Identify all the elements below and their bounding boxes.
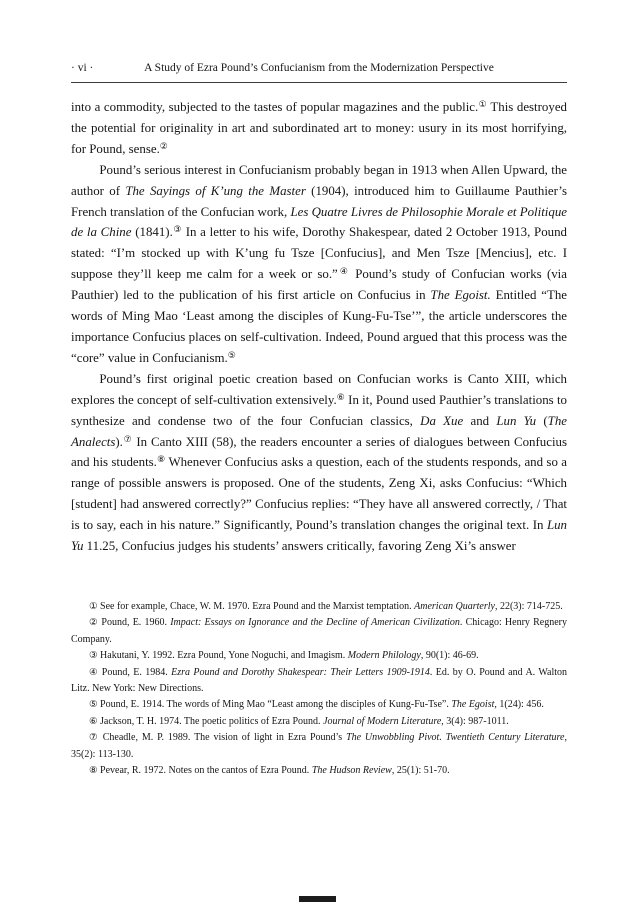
page-number: · vi ·	[71, 62, 94, 74]
footnote-item	[71, 599, 567, 615]
text-segment: In a letter to his wife, Dorothy Shakespear, dated 2 October 1913, Pound stated: “I’m stocked up with K’ung fu Tsze [Confucius], and Men Tsze [Mencius], etc. I suppose they’ll keep me calm for a week or so.”	[71, 225, 568, 282]
text-segment: Jackson, T. H. 1974. The poetic politics of Ezra Pound.	[97, 715, 324, 727]
text-segment: (1904), introduced him to Guillaume Pauthier’s French translation of the Confucian work,	[71, 183, 567, 219]
text-segment: ).	[115, 434, 123, 449]
header-rule	[71, 82, 567, 83]
text-segment: Les Quatre Livres de Philosophie Morale et Politique de la Chine	[71, 204, 567, 240]
text-segment: This destroyed the potential for originality in art and subordinated art to money: usury in its most horrifying, for Pound, sense.	[71, 100, 567, 156]
text-segment: , 90(1): 46-69.	[420, 650, 479, 662]
scan-artifact	[299, 896, 336, 902]
text-segment: and	[463, 413, 497, 428]
text-segment: Pound’s serious interest in Confucianism probably began in 1913 when Allen Upward, the author of	[71, 162, 567, 198]
text-segment: (1841).	[131, 225, 173, 240]
text-segment: . Chicago: Henry Regnery Company.	[71, 617, 567, 645]
text-segment: Journal of Modern Literature	[323, 715, 442, 727]
text-segment: Modern Philology	[347, 650, 421, 662]
text-segment: The Unwobbling Pivot. Twentieth Century Literature	[346, 732, 565, 744]
text-segment: The Hudson Review	[311, 765, 392, 776]
footnote-marker: ③	[172, 225, 182, 236]
footnote-item	[71, 730, 567, 763]
text-segment: 11.25, Confucius judges his students’ answers critically, favoring Zeng Xi’s answer	[83, 539, 516, 554]
page-header	[71, 60, 567, 77]
footnote-marker: ②	[159, 141, 168, 152]
footnote-marker: ⑧	[156, 455, 166, 466]
text-segment: The Analects	[71, 413, 568, 449]
footnote-marker: ⑤	[227, 350, 236, 361]
footnote-item	[71, 648, 567, 664]
text-segment: , 35(2): 113-130.	[71, 732, 567, 760]
paragraph	[71, 369, 567, 557]
text-segment: American Quarterly	[414, 600, 495, 612]
footnote-number: ⑧	[89, 765, 98, 776]
text-segment: In it, Pound used Pauthier’s translations to synthesize and condense two of the four Confucian classics,	[71, 392, 567, 428]
footnote-item	[71, 714, 567, 730]
text-segment: Pound, E. 1914. The words of Ming Mao “Least among the disciples of Kung-Fu-Tse”.	[97, 699, 452, 711]
footnote-item	[71, 665, 567, 698]
text-segment: The Egoist	[451, 699, 495, 711]
text-segment: In Canto XIII (58), the readers encounter a series of dialogues between Confucius and his students.	[71, 434, 567, 470]
text-segment: Impact: Essays on Ignorance and the Decline of American Civilization	[170, 617, 460, 629]
text-segment: , 1(24): 456.	[494, 699, 544, 711]
footnote-number: ①	[89, 600, 98, 612]
footnote-item	[71, 763, 567, 779]
text-segment: , 3(4): 987-1011.	[441, 715, 509, 727]
footnote-marker: ⑦	[122, 434, 133, 445]
footnote-item	[71, 615, 567, 648]
text-segment: Cheadle, M. P. 1989. The vision of light in Ezra Pound’s	[98, 732, 347, 744]
footnote-item	[71, 697, 567, 713]
paragraph	[71, 97, 567, 160]
text-segment: The Egoist.	[430, 288, 491, 303]
text-segment: into a commodity, subjected to the tastes of popular magazines and the public.	[71, 100, 479, 114]
footnote-number: ⑤	[89, 699, 98, 711]
body-text	[71, 97, 567, 557]
text-segment: Pound’s study of Confucian works (via Pauthier) led to the publication of his first article on Confucius in	[71, 267, 567, 303]
text-segment: Pound, E. 1960.	[98, 617, 171, 629]
footnote-number: ⑥	[89, 715, 98, 727]
text-segment: , 22(3): 714-725.	[494, 600, 563, 612]
text-segment: Whenever Confucius asks a question, each of the students responds, and so a range of possible answers is proposed. One of the students, Zeng Xi, asks Confucius: “Which [student] had answered correctly?” Confucius replies: “They have all answered correctly, / That is to say, each in his nature.” Significantly, Pound’s translation changes the original text. In	[71, 455, 567, 533]
text-segment: . Ed. by O. Pound and A. Walton Litz. New York: New Directions.	[71, 666, 568, 694]
footnote-marker: ①	[478, 100, 488, 110]
text-segment: Ezra Pound and Dorothy Shakespear: Their Letters 1909-1914	[171, 666, 430, 678]
text-segment: , 25(1): 51-70.	[391, 765, 450, 776]
running-title: A Study of Ezra Pound’s Confucianism from the Modernization Perspective	[144, 62, 494, 74]
text-segment: (	[536, 413, 548, 428]
footnote-number: ③	[89, 650, 98, 662]
footnote-number: ②	[89, 617, 99, 629]
footnote-number: ⑦	[89, 732, 99, 744]
footnote-marker: ④	[337, 267, 350, 278]
text-segment: Da Xue	[420, 413, 464, 428]
footnote-number: ④	[89, 666, 99, 678]
paragraph	[71, 160, 567, 369]
footnote-marker: ⑥	[336, 392, 345, 403]
text-segment: Entitled “The words of Ming Mao ‘Least among the disciples of Kung-Fu-Tse’”, the article underscores the importance Confucius places on self-cultivation. Indeed, Pound argued that this process was the “core” value in Confucianism.	[71, 288, 567, 365]
text-segment: See for example, Chace, W. M. 1970. Ezra Pound and the Marxist temptation.	[97, 600, 415, 612]
text-segment: Pound’s first original poetic creation based on Confucian works is Canto XIII, which explores the concept of self-cultivation extensively.	[71, 371, 567, 407]
footnotes	[71, 599, 567, 779]
text-segment: The Sayings of K’ung the Master	[125, 183, 306, 198]
text-segment: Pevear, R. 1972. Notes on the cantos of Ezra Pound.	[97, 765, 312, 776]
text-segment: Pound, E. 1984.	[98, 666, 172, 678]
text-segment: Lun Yu	[496, 413, 537, 428]
text-segment: Hakutani, Y. 1992. Ezra Pound, Yone Noguchi, and Imagism.	[97, 650, 348, 662]
text-segment: Lun Yu	[71, 518, 567, 554]
